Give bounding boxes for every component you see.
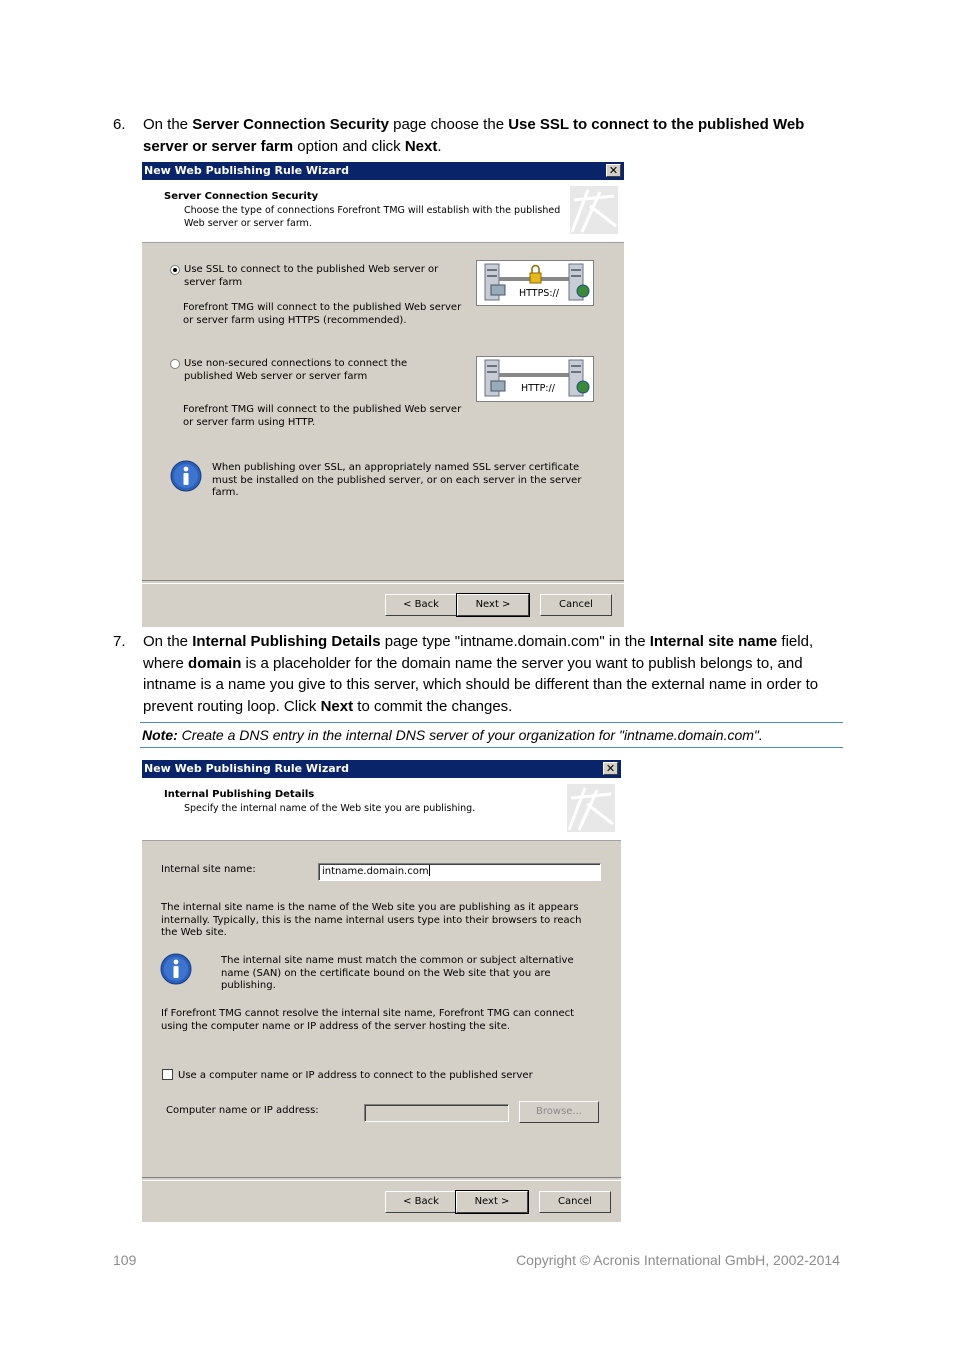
wizard-logo-icon xyxy=(570,186,618,234)
ssl-option-label[interactable]: Use SSL to connect to the published Web server or server farm xyxy=(184,264,439,288)
back-button[interactable]: < Back xyxy=(385,1191,457,1213)
next-button[interactable]: Next > xyxy=(457,594,529,616)
use-computer-name-checkbox[interactable] xyxy=(162,1069,173,1080)
note-label: Note: xyxy=(142,727,178,743)
non-secured-option-description: Forefront TMG will connect to the published Web server or server farm using HTTP. xyxy=(183,404,462,428)
step-number: 6. xyxy=(113,116,126,133)
http-label: HTTP:// xyxy=(521,383,555,394)
header-title: Internal Publishing Details xyxy=(164,789,315,800)
close-icon[interactable]: ✕ xyxy=(606,164,621,177)
browse-button[interactable]: Browse... xyxy=(519,1101,599,1123)
step-number: 7. xyxy=(113,633,126,650)
ssl-option-description: Forefront TMG will connect to the published Web server or server farm using HTTPS (recommended). xyxy=(183,302,462,326)
wizard-dialog-server-connection-security xyxy=(142,162,624,627)
https-diagram xyxy=(476,260,594,306)
wizard-header xyxy=(142,778,621,841)
computer-name-label: Computer name or IP address: xyxy=(166,1105,319,1116)
internal-site-name-label: Internal site name: xyxy=(161,864,256,875)
next-button[interactable]: Next > xyxy=(456,1191,528,1213)
computer-name-input[interactable] xyxy=(364,1104,509,1122)
footer-divider xyxy=(142,1177,621,1181)
ssl-option-radio[interactable] xyxy=(170,265,180,275)
wizard-dialog-internal-publishing-details xyxy=(142,760,621,1222)
step-7 xyxy=(113,631,833,717)
info-icon xyxy=(170,460,202,492)
san-info-text: The internal site name must match the common or subject alternative name (SAN) on the certificate bound on the Web site that you are publishing. xyxy=(221,955,574,991)
internal-site-name-input[interactable]: intname.domain.com xyxy=(318,863,601,881)
note-box xyxy=(140,722,843,748)
header-subtitle: Specify the internal name of the Web site you are publishing. xyxy=(184,803,476,814)
page-number: 109 xyxy=(113,1252,137,1268)
non-secured-option-radio[interactable] xyxy=(170,359,180,369)
step-6 xyxy=(113,114,833,157)
close-icon[interactable]: ✕ xyxy=(603,762,618,775)
info-icon xyxy=(160,953,192,985)
note-text: Create a DNS entry in the internal DNS server of your organization for "intname.domain.com". xyxy=(177,727,763,743)
https-label: HTTPS:// xyxy=(519,288,559,299)
dialog-titlebar: New Web Publishing Rule Wizard xyxy=(142,760,621,778)
non-secured-option-label[interactable]: Use non-secured connections to connect the published Web server or server farm xyxy=(184,358,408,382)
cancel-button[interactable]: Cancel xyxy=(540,594,612,616)
step-text: On the Internal Publishing Details page type "intname.domain.com" in the Internal site name field, where domain is a placeholder for the domain name the server you want to publish belongs to, and intname is a name you give to this server, which should be different than the external name in order to prevent routing loop. Click Next to commit the changes. xyxy=(143,633,819,715)
ssl-info-text: When publishing over SSL, an appropriately named SSL server certificate must be installed on the published server, or on each server in the server farm. xyxy=(212,462,582,498)
wizard-header xyxy=(142,180,624,243)
resolve-description: If Forefront TMG cannot resolve the internal site name, Forefront TMG can connect using the computer name or IP address of the server hosting the site. xyxy=(161,1008,575,1032)
copyright: Copyright © Acronis International GmbH, 2002-2014 xyxy=(516,1252,840,1268)
wizard-logo-icon xyxy=(567,784,615,832)
header-subtitle: Choose the type of connections Forefront TMG will establish with the published Web server or server farm. xyxy=(184,205,561,229)
back-button[interactable]: < Back xyxy=(385,594,457,616)
internal-site-name-description: The internal site name is the name of the Web site you are publishing as it appears internally. Typically, this is the name internal users type into their browsers to reach the Web site. xyxy=(161,902,582,938)
http-diagram xyxy=(476,356,594,402)
step-text: On the Server Connection Security page choose the Use SSL to connect to the published Web server or server farm option and click Next. xyxy=(143,116,805,155)
use-computer-name-label[interactable]: Use a computer name or IP address to connect to the published server xyxy=(178,1070,533,1081)
http-connection-icon xyxy=(477,357,593,401)
cancel-button[interactable]: Cancel xyxy=(539,1191,611,1213)
footer-divider xyxy=(142,580,624,584)
dialog-titlebar: New Web Publishing Rule Wizard xyxy=(142,162,624,180)
header-title: Server Connection Security xyxy=(164,191,319,202)
